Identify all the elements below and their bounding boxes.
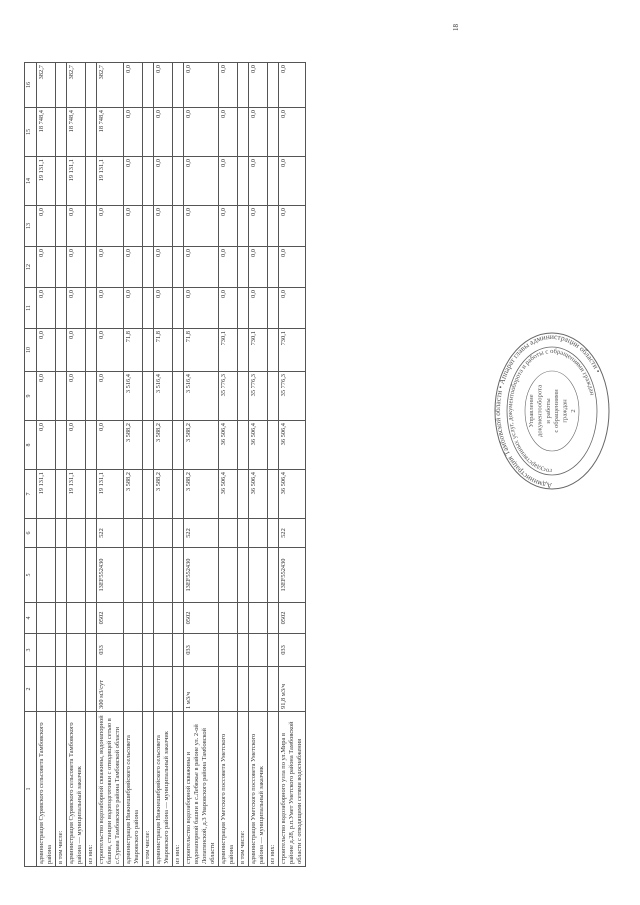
cell-col-8 xyxy=(56,421,67,470)
cell-col-9: 3 516,4 xyxy=(124,372,143,421)
cell-col-16: 0,0 xyxy=(279,63,306,108)
row-label: в том числе: xyxy=(143,712,154,867)
cell-col-6 xyxy=(86,519,97,548)
cell-col-12: 0,0 xyxy=(37,247,56,288)
cell-col-13 xyxy=(86,206,97,247)
row-label: администрация Уметского поссовета Уметского района xyxy=(219,712,238,867)
cell-col-4 xyxy=(86,603,97,634)
cell-col-13: 0,0 xyxy=(37,206,56,247)
row-label: администрация Уметского поссовета Уметского района — муниципальный заказчик xyxy=(249,712,268,867)
cell-col-10: 730,1 xyxy=(249,329,268,372)
cell-col-13: 0,0 xyxy=(97,206,124,247)
cell-col-15: 0,0 xyxy=(154,108,173,157)
cell-col-11 xyxy=(143,288,154,329)
cell-col-6 xyxy=(219,519,238,548)
row-label: из них: xyxy=(173,712,184,867)
cell-col-14 xyxy=(143,157,154,206)
cell-col-6 xyxy=(268,519,279,548)
column-number-13: 13 xyxy=(25,206,37,247)
table-row xyxy=(268,63,279,867)
cell-col-10: 71,8 xyxy=(184,329,219,372)
page-number: 18 xyxy=(452,24,460,31)
cell-col-8 xyxy=(143,421,154,470)
cell-col-7 xyxy=(173,470,184,519)
cell-col-4: 0502 xyxy=(279,603,306,634)
cell-col-12 xyxy=(56,247,67,288)
row-label: строительство водозаборной скважины, водонапорной башни, станции водоподготовки с отводящей сетью в с.Сурава Тамбовского района Тамбовской области xyxy=(97,712,124,867)
column-number-3: 3 xyxy=(25,634,37,667)
cell-col-4 xyxy=(219,603,238,634)
cell-col-13: 0,0 xyxy=(124,206,143,247)
stamp-center-line: Управление xyxy=(528,394,535,428)
cell-col-14: 0,0 xyxy=(219,157,238,206)
row-label: строительство водозаборной скважины и водонапорной башни в с.Лебяжье в районе ул. 2-ой Лопатинской, д.3 Уваровского района Тамбовской области xyxy=(184,712,219,867)
cell-col-5: 13ЕF552430 xyxy=(184,548,219,603)
cell-col-11: 0,0 xyxy=(184,288,219,329)
cell-col-10: 0,0 xyxy=(97,329,124,372)
cell-col-4 xyxy=(238,603,249,634)
cell-col-14 xyxy=(56,157,67,206)
cell-col-15 xyxy=(268,108,279,157)
budget-table xyxy=(24,62,306,867)
cell-col-16: 382,7 xyxy=(97,63,124,108)
cell-col-7: 36 506,4 xyxy=(249,470,268,519)
cell-col-6 xyxy=(173,519,184,548)
cell-col-6 xyxy=(249,519,268,548)
column-number-9: 9 xyxy=(25,372,37,421)
cell-col-13 xyxy=(56,206,67,247)
cell-col-7 xyxy=(268,470,279,519)
cell-col-13: 0,0 xyxy=(249,206,268,247)
cell-col-15: 18 748,4 xyxy=(67,108,86,157)
cell-col-9: 0,0 xyxy=(97,372,124,421)
cell-col-12: 0,0 xyxy=(97,247,124,288)
cell-col-2 xyxy=(124,667,143,712)
row-label: администрация Нижнешибряйского сельсовета Уваровского района xyxy=(124,712,143,867)
cell-col-2 xyxy=(56,667,67,712)
cell-col-12: 0,0 xyxy=(249,247,268,288)
cell-col-8: 36 506,4 xyxy=(279,421,306,470)
cell-col-14 xyxy=(268,157,279,206)
cell-col-10: 730,1 xyxy=(219,329,238,372)
cell-col-7: 19 131,1 xyxy=(37,470,56,519)
cell-col-8: 0,0 xyxy=(97,421,124,470)
column-number-1: 1 xyxy=(25,712,37,867)
cell-col-3 xyxy=(67,634,86,667)
cell-col-12 xyxy=(238,247,249,288)
cell-col-8 xyxy=(238,421,249,470)
cell-col-11: 0,0 xyxy=(249,288,268,329)
cell-col-7 xyxy=(86,470,97,519)
cell-col-4: 0502 xyxy=(184,603,219,634)
cell-col-4 xyxy=(124,603,143,634)
cell-col-3 xyxy=(86,634,97,667)
cell-col-5 xyxy=(219,548,238,603)
column-number-4: 4 xyxy=(25,603,37,634)
table-row xyxy=(124,63,143,867)
cell-col-12 xyxy=(268,247,279,288)
column-number-15: 15 xyxy=(25,108,37,157)
column-number-2: 2 xyxy=(25,667,37,712)
cell-col-3 xyxy=(238,634,249,667)
cell-col-13: 0,0 xyxy=(154,206,173,247)
cell-col-14: 19 131,1 xyxy=(37,157,56,206)
cell-col-16 xyxy=(173,63,184,108)
cell-col-9: 0,0 xyxy=(37,372,56,421)
cell-col-3 xyxy=(268,634,279,667)
cell-col-5 xyxy=(56,548,67,603)
cell-col-4 xyxy=(37,603,56,634)
column-number-11: 11 xyxy=(25,288,37,329)
cell-col-7 xyxy=(238,470,249,519)
cell-col-8: 0,0 xyxy=(37,421,56,470)
cell-col-5 xyxy=(143,548,154,603)
cell-col-5 xyxy=(37,548,56,603)
cell-col-15: 0,0 xyxy=(249,108,268,157)
cell-col-2 xyxy=(143,667,154,712)
cell-col-9: 35 776,3 xyxy=(279,372,306,421)
table-row xyxy=(184,63,219,867)
table-row xyxy=(37,63,56,867)
cell-col-7: 3 588,2 xyxy=(184,470,219,519)
cell-col-9 xyxy=(173,372,184,421)
cell-col-2 xyxy=(249,667,268,712)
cell-col-7 xyxy=(56,470,67,519)
cell-col-7: 3 588,2 xyxy=(124,470,143,519)
table-body xyxy=(37,63,306,867)
cell-col-15 xyxy=(173,108,184,157)
cell-col-5 xyxy=(86,548,97,603)
cell-col-2 xyxy=(219,667,238,712)
cell-col-6 xyxy=(143,519,154,548)
cell-col-10: 730,1 xyxy=(279,329,306,372)
cell-col-5 xyxy=(154,548,173,603)
cell-col-14: 0,0 xyxy=(184,157,219,206)
cell-col-10 xyxy=(86,329,97,372)
cell-col-3: 033 xyxy=(184,634,219,667)
cell-col-10: 71,8 xyxy=(124,329,143,372)
cell-col-14 xyxy=(86,157,97,206)
cell-col-6 xyxy=(238,519,249,548)
column-number-14: 14 xyxy=(25,157,37,206)
cell-col-2: 300 м3/сут xyxy=(97,667,124,712)
cell-col-4 xyxy=(249,603,268,634)
cell-col-15: 0,0 xyxy=(219,108,238,157)
cell-col-15: 18 748,4 xyxy=(37,108,56,157)
cell-col-2 xyxy=(268,667,279,712)
cell-col-7: 3 588,2 xyxy=(154,470,173,519)
cell-col-3 xyxy=(143,634,154,667)
cell-col-8 xyxy=(173,421,184,470)
cell-col-10 xyxy=(143,329,154,372)
cell-col-11: 0,0 xyxy=(279,288,306,329)
cell-col-7: 19 131,1 xyxy=(97,470,124,519)
table-row xyxy=(143,63,154,867)
stamp-seal xyxy=(493,331,611,491)
cell-col-6: 522 xyxy=(279,519,306,548)
cell-col-8: 0,0 xyxy=(67,421,86,470)
cell-col-14: 0,0 xyxy=(249,157,268,206)
cell-col-2 xyxy=(238,667,249,712)
cell-col-14 xyxy=(238,157,249,206)
cell-col-15: 18 748,4 xyxy=(97,108,124,157)
cell-col-9 xyxy=(143,372,154,421)
row-label: администрация Сурявского сельсовета Тамбовского района xyxy=(37,712,56,867)
stamp-center-line: граждан xyxy=(561,399,569,423)
cell-col-7: 19 131,1 xyxy=(67,470,86,519)
cell-col-14: 19 131,1 xyxy=(67,157,86,206)
cell-col-12 xyxy=(143,247,154,288)
cell-col-4: 0502 xyxy=(97,603,124,634)
cell-col-3 xyxy=(219,634,238,667)
cell-col-13 xyxy=(143,206,154,247)
cell-col-2 xyxy=(154,667,173,712)
cell-col-15 xyxy=(56,108,67,157)
cell-col-16 xyxy=(143,63,154,108)
cell-col-8 xyxy=(268,421,279,470)
cell-col-5 xyxy=(249,548,268,603)
cell-col-5: 13ЕF552430 xyxy=(279,548,306,603)
table-row xyxy=(219,63,238,867)
cell-col-9: 35 776,3 xyxy=(219,372,238,421)
cell-col-2 xyxy=(67,667,86,712)
cell-col-15: 0,0 xyxy=(279,108,306,157)
row-label: администрация Нижнешибряйского сельсовета Уваровского района — муниципальный заказчик xyxy=(154,712,173,867)
cell-col-4 xyxy=(173,603,184,634)
cell-col-5 xyxy=(67,548,86,603)
cell-col-8: 36 506,4 xyxy=(219,421,238,470)
cell-col-5 xyxy=(173,548,184,603)
cell-col-16 xyxy=(268,63,279,108)
cell-col-10: 0,0 xyxy=(67,329,86,372)
column-number-12: 12 xyxy=(25,247,37,288)
cell-col-11 xyxy=(86,288,97,329)
cell-col-16: 0,0 xyxy=(154,63,173,108)
table-row xyxy=(249,63,268,867)
cell-col-11 xyxy=(173,288,184,329)
cell-col-8: 36 506,4 xyxy=(249,421,268,470)
cell-col-7: 36 506,4 xyxy=(219,470,238,519)
cell-col-7 xyxy=(143,470,154,519)
stamp-center-text xyxy=(528,385,577,437)
column-number-7: 7 xyxy=(25,470,37,519)
cell-col-3 xyxy=(154,634,173,667)
cell-col-16: 0,0 xyxy=(219,63,238,108)
cell-col-12 xyxy=(86,247,97,288)
official-stamp xyxy=(493,331,611,491)
cell-col-6 xyxy=(56,519,67,548)
cell-col-16 xyxy=(56,63,67,108)
cell-col-15 xyxy=(86,108,97,157)
stamp-center-line: 2 xyxy=(570,409,577,413)
cell-col-15 xyxy=(143,108,154,157)
row-label: администрация Сурявского сельсовета Тамбовского района — муниципальный заказчик xyxy=(67,712,86,867)
cell-col-2 xyxy=(37,667,56,712)
table-row xyxy=(238,63,249,867)
cell-col-10 xyxy=(268,329,279,372)
cell-col-16 xyxy=(86,63,97,108)
cell-col-13 xyxy=(173,206,184,247)
cell-col-11 xyxy=(56,288,67,329)
cell-col-6 xyxy=(154,519,173,548)
cell-col-12: 0,0 xyxy=(184,247,219,288)
cell-col-4 xyxy=(56,603,67,634)
row-label: строительство водозаборного узла по ул.Мира в районе д.28, р.п.Умет Уметского района Тамбовской области с отводящими сетями водоснабжения xyxy=(279,712,306,867)
cell-col-15: 0,0 xyxy=(184,108,219,157)
cell-col-11: 0,0 xyxy=(97,288,124,329)
cell-col-13: 0,0 xyxy=(279,206,306,247)
cell-col-4 xyxy=(268,603,279,634)
row-label: в том числе: xyxy=(56,712,67,867)
table-row xyxy=(97,63,124,867)
cell-col-8: 3 588,2 xyxy=(184,421,219,470)
cell-col-12: 0,0 xyxy=(67,247,86,288)
cell-col-16 xyxy=(238,63,249,108)
column-number-16: 16 xyxy=(25,63,37,108)
column-number-6: 6 xyxy=(25,519,37,548)
row-label: из них: xyxy=(268,712,279,867)
cell-col-3: 033 xyxy=(279,634,306,667)
cell-col-3: 033 xyxy=(97,634,124,667)
cell-col-2 xyxy=(86,667,97,712)
cell-col-13: 0,0 xyxy=(219,206,238,247)
cell-col-6 xyxy=(124,519,143,548)
column-number-10: 10 xyxy=(25,329,37,372)
cell-col-6: 522 xyxy=(97,519,124,548)
cell-col-3 xyxy=(37,634,56,667)
cell-col-5 xyxy=(238,548,249,603)
cell-col-11 xyxy=(268,288,279,329)
cell-col-16: 382,7 xyxy=(37,63,56,108)
cell-col-14: 19 131,1 xyxy=(97,157,124,206)
cell-col-11: 0,0 xyxy=(37,288,56,329)
cell-col-4 xyxy=(143,603,154,634)
cell-col-14: 0,0 xyxy=(154,157,173,206)
cell-col-9 xyxy=(268,372,279,421)
cell-col-2: 91,8 м3/ч xyxy=(279,667,306,712)
cell-col-11 xyxy=(238,288,249,329)
cell-col-9 xyxy=(86,372,97,421)
cell-col-9 xyxy=(238,372,249,421)
cell-col-3 xyxy=(56,634,67,667)
cell-col-15: 0,0 xyxy=(124,108,143,157)
table-row xyxy=(154,63,173,867)
cell-col-8: 3 588,2 xyxy=(154,421,173,470)
cell-col-5 xyxy=(124,548,143,603)
cell-col-4 xyxy=(154,603,173,634)
stamp-center-line: документооборота xyxy=(536,384,544,438)
table-row xyxy=(173,63,184,867)
table-row xyxy=(67,63,86,867)
cell-col-3 xyxy=(249,634,268,667)
cell-col-6: 522 xyxy=(184,519,219,548)
cell-col-12: 0,0 xyxy=(124,247,143,288)
cell-col-10 xyxy=(56,329,67,372)
stamp-inner-text: государственных услуг, документооборота и работы с обращениями граждан xyxy=(506,347,596,475)
cell-col-9 xyxy=(56,372,67,421)
cell-col-11: 0,0 xyxy=(154,288,173,329)
cell-col-9: 3 516,4 xyxy=(184,372,219,421)
cell-col-12: 0,0 xyxy=(279,247,306,288)
cell-col-9: 35 776,3 xyxy=(249,372,268,421)
cell-col-16: 0,0 xyxy=(249,63,268,108)
row-label: из них: xyxy=(86,712,97,867)
column-number-8: 8 xyxy=(25,421,37,470)
cell-col-4 xyxy=(67,603,86,634)
cell-col-12 xyxy=(173,247,184,288)
cell-col-14 xyxy=(173,157,184,206)
cell-col-7: 36 506,4 xyxy=(279,470,306,519)
cell-col-10: 0,0 xyxy=(37,329,56,372)
cell-col-16: 382,7 xyxy=(67,63,86,108)
cell-col-14: 0,0 xyxy=(124,157,143,206)
stamp-outer-text: Администрация Тамбовской области • Аппарат главы администрации области • xyxy=(493,331,603,491)
cell-col-13: 0,0 xyxy=(184,206,219,247)
cell-col-3 xyxy=(124,634,143,667)
cell-col-16: 0,0 xyxy=(184,63,219,108)
cell-col-5: 13ЕF552430 xyxy=(97,548,124,603)
cell-col-13 xyxy=(268,206,279,247)
cell-col-12: 0,0 xyxy=(219,247,238,288)
cell-col-16: 0,0 xyxy=(124,63,143,108)
cell-col-3 xyxy=(173,634,184,667)
stamp-center-line: с обращениями xyxy=(553,389,561,433)
cell-col-13 xyxy=(238,206,249,247)
cell-col-15 xyxy=(238,108,249,157)
cell-col-11: 0,0 xyxy=(124,288,143,329)
cell-col-8 xyxy=(86,421,97,470)
cell-col-2: 1 м3/ч xyxy=(184,667,219,712)
table-row xyxy=(56,63,67,867)
cell-col-11: 0,0 xyxy=(219,288,238,329)
cell-col-12: 0,0 xyxy=(154,247,173,288)
cell-col-10 xyxy=(173,329,184,372)
table-row xyxy=(279,63,306,867)
cell-col-13: 0,0 xyxy=(67,206,86,247)
cell-col-11: 0,0 xyxy=(67,288,86,329)
cell-col-8: 3 588,2 xyxy=(124,421,143,470)
cell-col-2 xyxy=(173,667,184,712)
column-number-row xyxy=(25,63,37,867)
cell-col-10: 71,8 xyxy=(154,329,173,372)
table-row xyxy=(86,63,97,867)
row-label: в том числе: xyxy=(238,712,249,867)
cell-col-9: 0,0 xyxy=(67,372,86,421)
column-number-5: 5 xyxy=(25,548,37,603)
cell-col-6 xyxy=(67,519,86,548)
cell-col-6 xyxy=(37,519,56,548)
cell-col-10 xyxy=(238,329,249,372)
cell-col-14: 0,0 xyxy=(279,157,306,206)
stamp-center-line: и работы xyxy=(544,398,552,424)
cell-col-9: 3 516,4 xyxy=(154,372,173,421)
cell-col-5 xyxy=(268,548,279,603)
